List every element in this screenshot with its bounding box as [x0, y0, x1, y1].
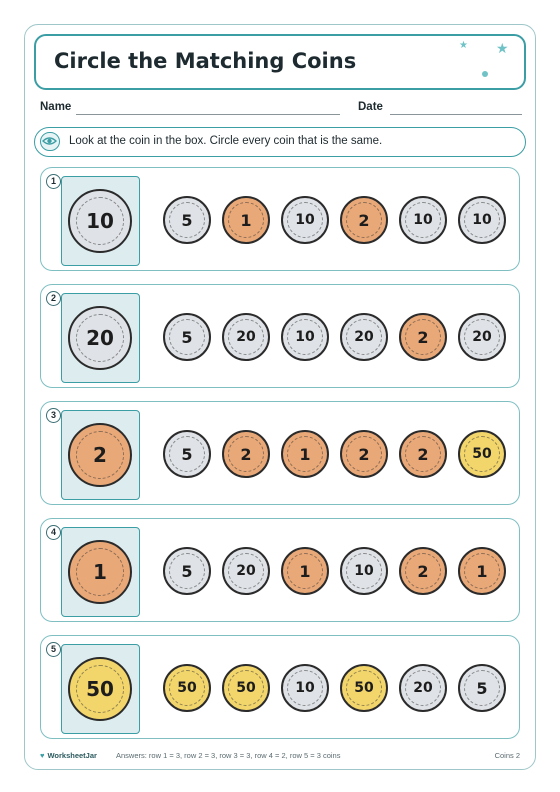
- choice-coin[interactable]: [281, 664, 329, 712]
- instruction-bar: [34, 127, 526, 157]
- footer: [40, 751, 520, 765]
- target-coin: [68, 540, 132, 604]
- date-field[interactable]: [390, 114, 522, 115]
- answer-key: Answers: row 1 = 3, row 2 = 3, row 3 = 3, row 4 = 2, row 5 = 3 coins: [116, 751, 341, 760]
- exercise-row: [40, 401, 520, 505]
- choice-coin[interactable]: [399, 313, 447, 361]
- title-banner: [34, 34, 526, 90]
- choice-coin[interactable]: [222, 664, 270, 712]
- target-coin-box: [61, 293, 140, 383]
- choice-coin[interactable]: [281, 547, 329, 595]
- coin-value: 5: [476, 678, 488, 698]
- choice-coin[interactable]: [399, 196, 447, 244]
- coin-value: 10: [295, 212, 315, 228]
- coin-value: 2: [93, 443, 107, 467]
- coin-value: 1: [93, 560, 107, 584]
- target-coin-box: [61, 410, 140, 500]
- coin-value: 5: [181, 327, 193, 347]
- row-number: 4: [46, 525, 61, 540]
- choice-coin[interactable]: [340, 547, 388, 595]
- choice-coin[interactable]: [458, 313, 506, 361]
- choice-coin[interactable]: [399, 664, 447, 712]
- choice-coin[interactable]: [163, 196, 211, 244]
- coin-value: 50: [354, 680, 374, 696]
- dot-decoration: [482, 71, 488, 77]
- coin-value: 20: [472, 329, 492, 345]
- name-field[interactable]: [76, 114, 340, 115]
- choice-coin[interactable]: [222, 430, 270, 478]
- choice-coin[interactable]: [340, 313, 388, 361]
- exercise-row: [40, 518, 520, 622]
- choice-coin[interactable]: [281, 313, 329, 361]
- choice-coin[interactable]: [458, 547, 506, 595]
- name-date-row: [40, 101, 522, 119]
- target-coin-box: [61, 176, 140, 266]
- coin-value: 1: [299, 444, 311, 464]
- choice-coin[interactable]: [222, 313, 270, 361]
- choice-coin[interactable]: [458, 196, 506, 244]
- coin-value: 10: [86, 209, 114, 233]
- coin-value: 50: [177, 680, 197, 696]
- coin-value: 10: [295, 329, 315, 345]
- coin-value: 50: [472, 446, 492, 462]
- choice-coin[interactable]: [340, 664, 388, 712]
- target-coin: [68, 423, 132, 487]
- coin-value: 5: [181, 210, 193, 230]
- choice-coin[interactable]: [281, 196, 329, 244]
- coin-value: 1: [476, 561, 488, 581]
- coin-value: 1: [299, 561, 311, 581]
- choice-coin[interactable]: [340, 430, 388, 478]
- coin-value: 2: [417, 561, 429, 581]
- choice-coin[interactable]: [458, 430, 506, 478]
- target-coin-box: [61, 644, 140, 734]
- coin-value: 20: [354, 329, 374, 345]
- coin-value: 10: [472, 212, 492, 228]
- coin-value: 2: [417, 444, 429, 464]
- coin-value: 2: [358, 210, 370, 230]
- coin-value: 20: [86, 326, 114, 350]
- exercise-row: [40, 284, 520, 388]
- choice-coin[interactable]: [458, 664, 506, 712]
- coin-value: 5: [181, 561, 193, 581]
- exercise-row: [40, 167, 520, 271]
- choice-coin[interactable]: [222, 547, 270, 595]
- choice-coin[interactable]: [399, 547, 447, 595]
- coin-value: 20: [236, 329, 256, 345]
- choice-coin[interactable]: [399, 430, 447, 478]
- coin-value: 2: [240, 444, 252, 464]
- name-label: Name: [40, 101, 72, 113]
- choice-coin[interactable]: [222, 196, 270, 244]
- brand-name: WorksheetJar: [47, 751, 97, 760]
- date-label: Date: [358, 101, 383, 113]
- choice-coin[interactable]: [163, 430, 211, 478]
- instruction-text: Look at the coin in the box. Circle every coin that is the same.: [69, 135, 383, 147]
- choice-coin[interactable]: [163, 547, 211, 595]
- target-coin: [68, 657, 132, 721]
- choice-coin[interactable]: [163, 313, 211, 361]
- star-icon: ★: [496, 40, 509, 56]
- choice-coin[interactable]: [281, 430, 329, 478]
- footer-brand: [40, 751, 97, 760]
- coin-value: 10: [295, 680, 315, 696]
- coin-value: 50: [86, 677, 114, 701]
- coin-value: 50: [236, 680, 256, 696]
- target-coin-box: [61, 527, 140, 617]
- coin-value: 10: [354, 563, 374, 579]
- coin-value: 2: [358, 444, 370, 464]
- choice-coin[interactable]: [163, 664, 211, 712]
- heart-icon: ♥: [40, 751, 45, 760]
- coin-value: 1: [240, 210, 252, 230]
- coin-value: 10: [413, 212, 433, 228]
- row-number: 3: [46, 408, 61, 423]
- exercise-row: [40, 635, 520, 739]
- row-number: 2: [46, 291, 61, 306]
- target-coin: [68, 306, 132, 370]
- coin-value: 20: [236, 563, 256, 579]
- coin-value: 2: [417, 327, 429, 347]
- eye-icon: [40, 132, 60, 151]
- coin-value: 20: [413, 680, 433, 696]
- worksheet-code: Coins 2: [494, 751, 520, 760]
- star-icon: ★: [459, 40, 468, 51]
- page-title: Circle the Matching Coins: [54, 49, 357, 73]
- target-coin: [68, 189, 132, 253]
- choice-coin[interactable]: [340, 196, 388, 244]
- coin-value: 5: [181, 444, 193, 464]
- row-number: 1: [46, 174, 61, 189]
- row-number: 5: [46, 642, 61, 657]
